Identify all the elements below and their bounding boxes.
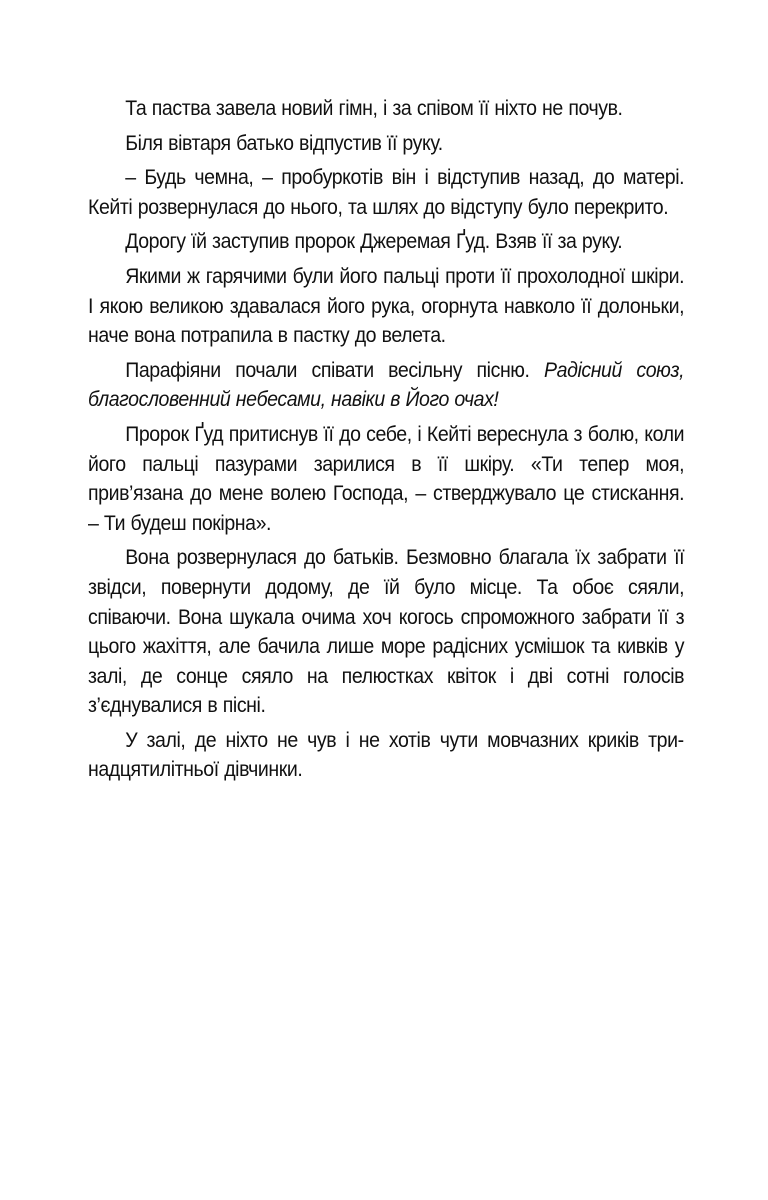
paragraph-6-plain: Парафіяни почали співати весільну пісню.	[125, 358, 545, 382]
paragraph-9: У залі, де ніхто не чув і не хотів чути мовчазних криків тринадцятилітньої дівчинки.	[88, 728, 685, 782]
paragraph-6-italic: Радісний союз, благословенний небесами, навіки в Його очах!	[88, 358, 685, 412]
paragraph-6	[88, 356, 684, 415]
paragraph-3: – Будь чемна, – пробуркотів він і відступив назад, до матері. Кейті розвернулася до нього, та шлях до відступу було перекрито.	[88, 166, 685, 219]
paragraph-5: Якими ж гарячими були його пальці проти її прохолодної шкіри. І якою великою здавалася його рука, огорнута навколо її долоньки, наче вона потрапила в пастку до велета.	[88, 264, 685, 348]
paragraph-2: Біля вівтаря батько відпустив її руку.	[125, 131, 443, 155]
paragraph-4: Дорогу їй заступив пророк Джеремая Ґуд. Взяв її за руку.	[125, 230, 623, 254]
paragraph-7: Пророк Ґуд притиснув її до себе, і Кейті вереснула з болю, коли його пальці пазурами зарилися в її шкіру. «Ти тепер моя, прив’язана до мене волею Господа, – стверджувало це стискання. – Ти будеш покірна».	[88, 422, 685, 535]
paragraph-8: Вона розвернулася до батьків. Безмовно благала їх забрати її звідси, повернути додому, де їй було місце. Та обоє сяяли, співаючи. Вона шукала очима хоч когось спроможного забрати її з цього жахіття, але бачила лише море радісних усмішок та кивків у залі, де сонце сяяло на пелюстках квіток і дві сотні голосів з’єднувалися в пісні.	[88, 546, 685, 718]
paragraph-1: Та паства завела новий гімн, і за співом її ніхто не почув.	[125, 97, 623, 120]
page-body	[88, 94, 684, 790]
